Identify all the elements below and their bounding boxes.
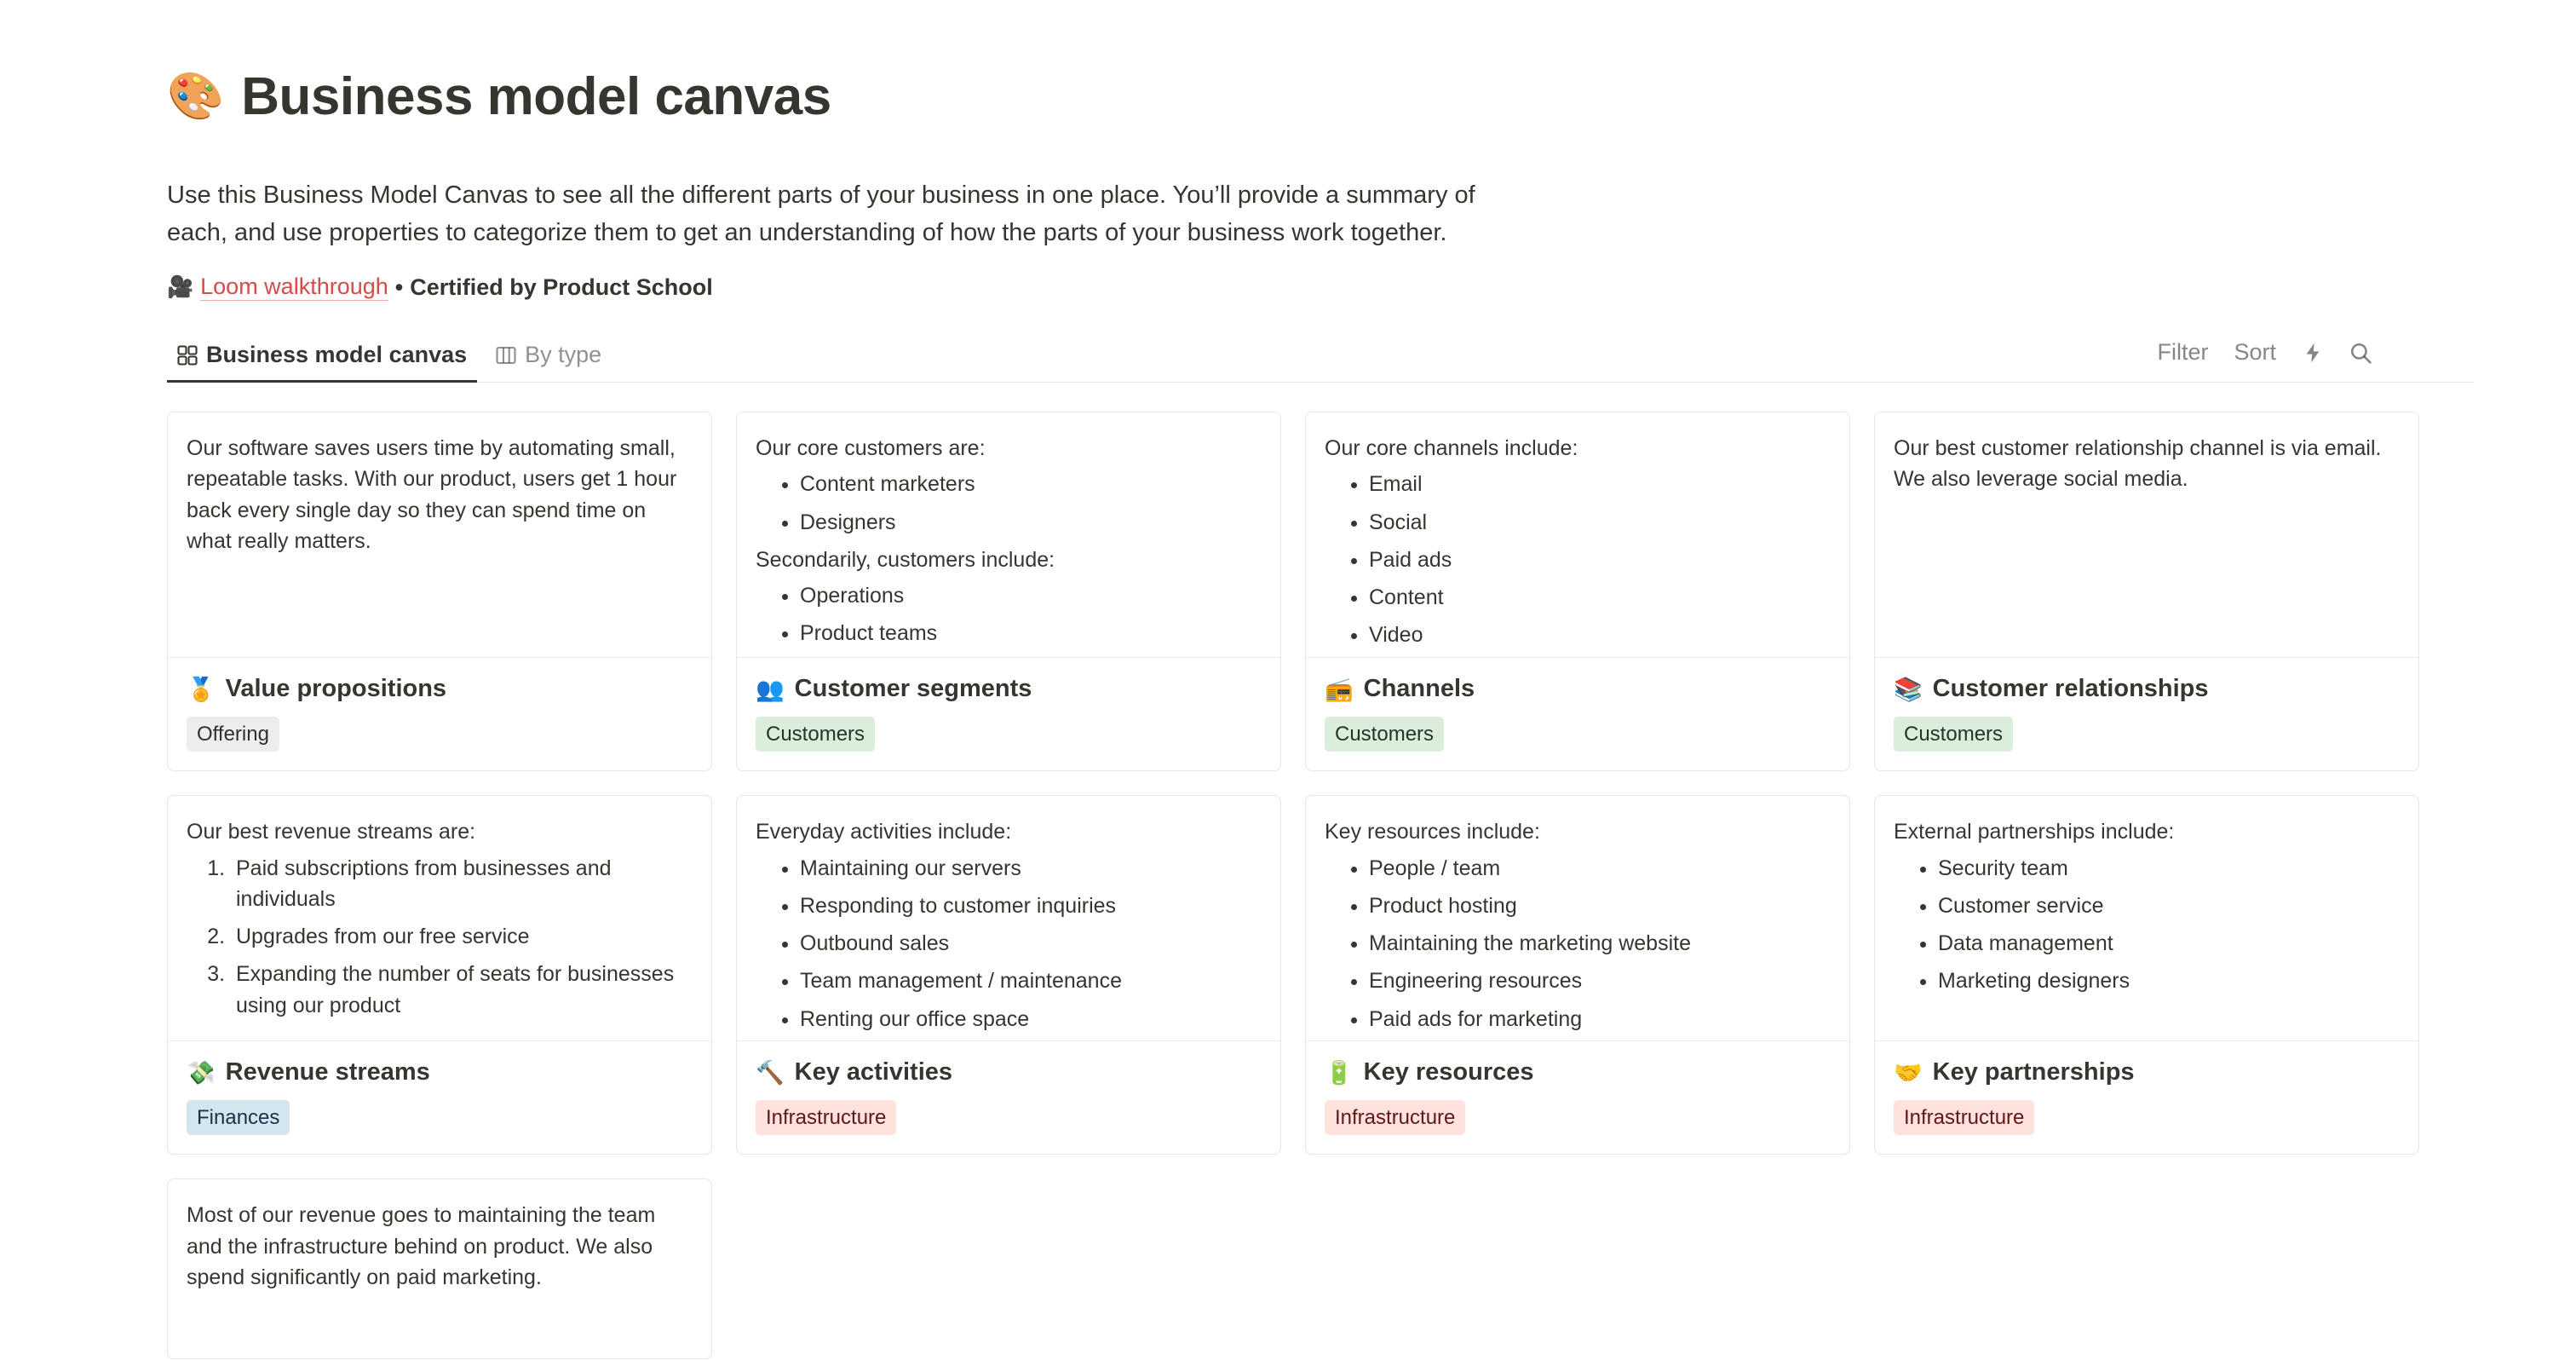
- preview-list-item: • Operations: [800, 580, 1262, 611]
- card-title: [1894, 675, 2400, 703]
- preview-list-item: 2. Upgrades from our free service: [231, 921, 693, 952]
- preview-list-item: • People / team: [1369, 853, 1831, 884]
- tab-business-model-canvas[interactable]: [167, 335, 477, 382]
- filter-button[interactable]: Filter: [2157, 339, 2209, 366]
- card-title: [756, 675, 1262, 703]
- card-key-resources[interactable]: [1305, 795, 1850, 1155]
- preview-list-item: • Customer service: [1938, 890, 2400, 921]
- card-cost-structure[interactable]: [167, 1178, 712, 1359]
- preview-list-item: • Paid ads for marketing: [1369, 1004, 1831, 1034]
- preview-text: Most of our revenue goes to maintaining the team and the infrastructure behind on product. We also spend significantly on paid marketing.: [187, 1203, 656, 1289]
- tab-by-type[interactable]: [486, 335, 612, 382]
- card-icon: 🏅: [187, 676, 216, 702]
- palette-icon: 🎨: [167, 71, 225, 123]
- preview-list-item: • Team management / maintenance: [800, 965, 1262, 996]
- page-title: Business model canvas: [241, 66, 831, 126]
- preview-text: Our best customer relationship channel is via email. We also leverage social media.: [1894, 436, 2382, 492]
- card-tag: Infrastructure: [1325, 1100, 1465, 1135]
- card-key-activities[interactable]: [736, 795, 1281, 1155]
- card-preview: [168, 1179, 711, 1358]
- sort-button[interactable]: Sort: [2234, 339, 2276, 366]
- card-title-text: Revenue streams: [225, 1058, 430, 1086]
- lightning-icon[interactable]: [2302, 342, 2324, 364]
- card-title-text: Key resources: [1363, 1058, 1534, 1086]
- card-icon: 🔨: [756, 1059, 785, 1086]
- view-tools: [2157, 339, 2372, 377]
- card-tag: Customers: [1894, 717, 2013, 752]
- preview-list-item: • Video: [1369, 619, 1831, 650]
- preview-list-item: • Content: [1369, 582, 1831, 613]
- gallery-view-icon: [177, 345, 198, 366]
- card-channels[interactable]: [1305, 412, 1850, 771]
- preview-list: [1325, 469, 1831, 650]
- preview-list-item: • Maintaining the marketing website: [1369, 928, 1831, 959]
- preview-list-item: • Outbound sales: [800, 928, 1262, 959]
- preview-list: [756, 469, 1262, 538]
- preview-text: External partnerships include:: [1894, 820, 2175, 844]
- card-title-text: Channels: [1363, 675, 1475, 703]
- video-camera-icon: 🎥: [167, 274, 194, 299]
- card-footer: [168, 1041, 711, 1154]
- loom-line: [167, 274, 2576, 301]
- card-icon: 🔋: [1325, 1059, 1354, 1086]
- card-board: [167, 383, 2458, 1359]
- preview-text: Everyday activities include:: [756, 820, 1012, 844]
- card-title-text: Key partnerships: [1932, 1058, 2135, 1086]
- preview-list-item: • Designers: [800, 507, 1262, 538]
- loom-walkthrough-link[interactable]: Loom walkthrough: [200, 274, 388, 300]
- card-title: [756, 1058, 1262, 1086]
- card-value-propositions[interactable]: [167, 412, 712, 771]
- card-preview: [168, 412, 711, 658]
- preview-list: [756, 853, 1262, 1034]
- card-footer: [1306, 658, 1849, 770]
- preview-text: Key resources include:: [1325, 820, 1540, 844]
- search-icon[interactable]: [2349, 342, 2372, 364]
- card-revenue-streams[interactable]: [167, 795, 712, 1155]
- preview-text: Our software saves users time by automating small, repeatable tasks. With our product, users get 1 hour back every single day so they can spend time on what really matters.: [187, 436, 677, 553]
- card-title-text: Key activities: [794, 1058, 953, 1086]
- preview-list-item: • Responding to customer inquiries: [800, 890, 1262, 921]
- card-footer: [1875, 1041, 2418, 1154]
- card-preview: [1306, 412, 1849, 658]
- card-footer: [168, 658, 711, 770]
- card-footer: [737, 1041, 1280, 1154]
- card-title-text: Value propositions: [225, 675, 447, 703]
- certified-by-label: Certified by Product School: [410, 274, 713, 300]
- card-tag: Finances: [187, 1100, 290, 1135]
- card-icon: 📚: [1894, 676, 1923, 702]
- card-footer: [1306, 1041, 1849, 1154]
- card-title: [187, 675, 693, 703]
- preview-list-item: • Renting our office space: [800, 1004, 1262, 1034]
- preview-list-item: • Paid ads: [1369, 545, 1831, 575]
- page-header: [167, 31, 2576, 162]
- preview-list-item: 1. Paid subscriptions from businesses and individuals: [231, 853, 693, 915]
- card-preview: [168, 796, 711, 1041]
- card-footer: [737, 658, 1280, 770]
- card-icon: 💸: [187, 1059, 216, 1086]
- preview-text: Our core customers are:: [756, 436, 986, 461]
- preview-list-item: • Data management: [1938, 928, 2400, 959]
- preview-text: Our best revenue streams are:: [187, 820, 476, 844]
- card-customer-relationships[interactable]: [1874, 412, 2419, 771]
- tab-label: Business model canvas: [206, 342, 468, 368]
- card-tag: Infrastructure: [1894, 1100, 2034, 1135]
- card-preview: [737, 412, 1280, 658]
- card-preview: [1875, 412, 2418, 658]
- preview-text: Secondarily, customers include:: [756, 547, 1055, 572]
- preview-list-item: • Product teams: [800, 618, 1262, 648]
- card-tag: Offering: [187, 717, 279, 752]
- card-preview: [1875, 796, 2418, 1041]
- preview-list-item: • Maintaining our servers: [800, 853, 1262, 884]
- separator-dot: •: [394, 274, 404, 300]
- preview-list: [756, 580, 1262, 649]
- preview-list-item: • Security team: [1938, 853, 2400, 884]
- preview-text: Our core channels include:: [1325, 436, 1578, 461]
- card-icon: 📻: [1325, 676, 1354, 702]
- card-icon: 🤝: [1894, 1059, 1923, 1086]
- preview-list: [187, 853, 693, 1021]
- card-title-text: Customer relationships: [1932, 675, 2209, 703]
- card-title: [1325, 675, 1831, 703]
- preview-list-item: • Engineering resources: [1369, 965, 1831, 996]
- preview-list-item: • Product hosting: [1369, 890, 1831, 921]
- card-preview: [1306, 796, 1849, 1041]
- card-tag: Infrastructure: [756, 1100, 896, 1135]
- card-icon: 👥: [756, 676, 785, 702]
- preview-list-item: • Email: [1369, 469, 1831, 499]
- preview-list-item: • Social: [1369, 507, 1831, 538]
- tab-label: By type: [525, 342, 602, 368]
- preview-list: [1894, 853, 2400, 997]
- preview-list-item: 3. Expanding the number of seats for businesses using our product: [231, 959, 693, 1021]
- board-view-icon: [496, 345, 516, 366]
- card-key-partnerships[interactable]: [1874, 795, 2419, 1155]
- card-title-text: Customer segments: [794, 675, 1032, 703]
- card-customer-segments[interactable]: [736, 412, 1281, 771]
- card-title: [187, 1058, 693, 1086]
- view-tabs: [167, 335, 612, 382]
- card-footer: [1875, 658, 2418, 770]
- card-preview: [737, 796, 1280, 1041]
- page-description: Use this Business Model Canvas to see all the different parts of your business in one place. You’ll provide a summary of each, and use properties to categorize them to get an understanding of how the parts of your business work together.: [167, 182, 1475, 246]
- view-tabbar: [167, 335, 2474, 383]
- card-tag: Customers: [1325, 717, 1444, 752]
- card-title: [1325, 1058, 1831, 1086]
- card-title: [1894, 1058, 2400, 1086]
- card-tag: Customers: [756, 717, 875, 752]
- preview-list-item: • Marketing designers: [1938, 965, 2400, 996]
- preview-list-item: • Content marketers: [800, 469, 1262, 499]
- preview-list: [1325, 853, 1831, 1034]
